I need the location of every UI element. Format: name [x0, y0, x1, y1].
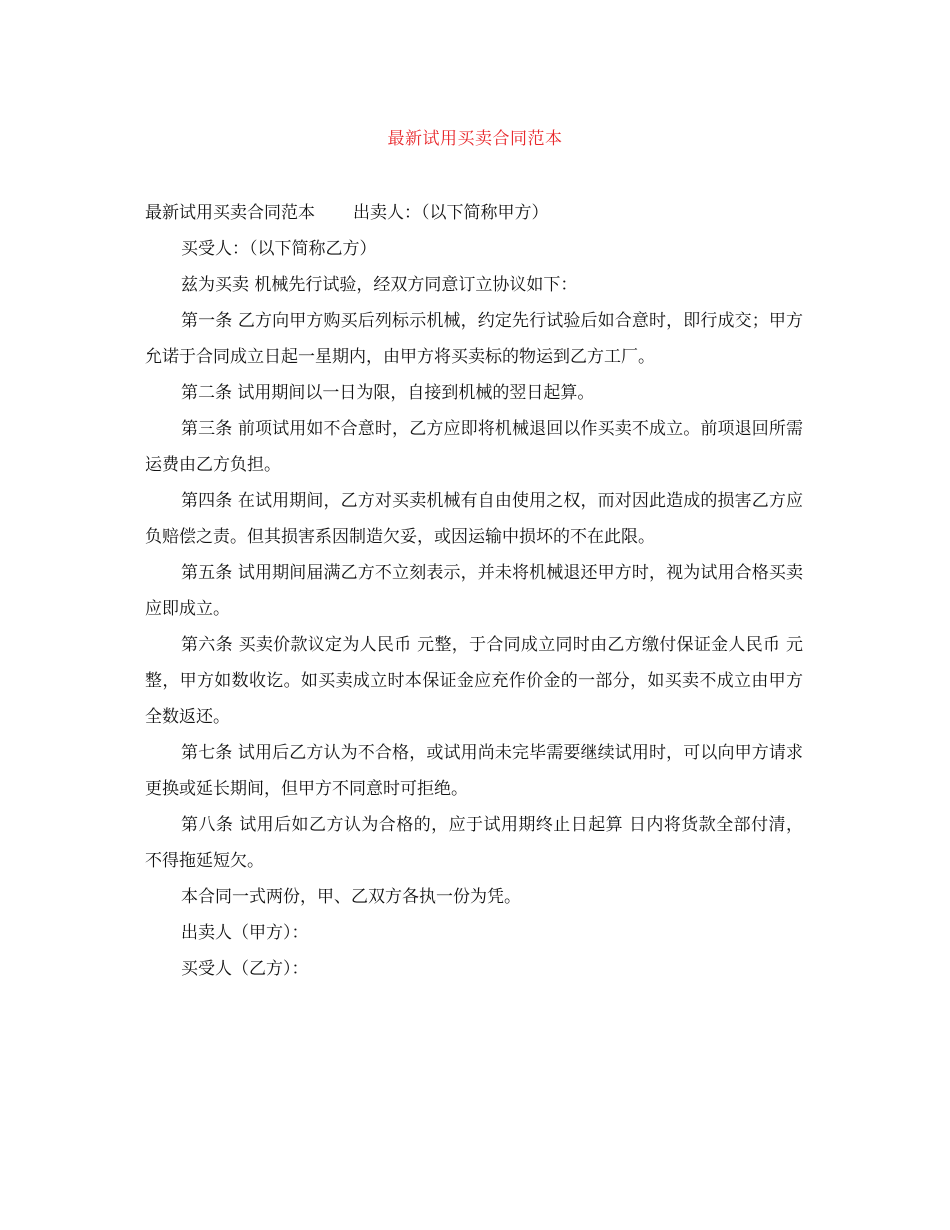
clause-1: 第一条 乙方向甲方购买后列标示机械，约定先行试验后如合意时，即行成交；甲方允诺于合同成立日起一星期内，由甲方将买卖标的物运到乙方工厂。 — [145, 311, 803, 367]
document-title: 最新试用买卖合同范本 — [387, 129, 563, 149]
copies-note: 本合同一式两份，甲、乙双方各执一份为凭。 — [181, 887, 521, 907]
buyer-line: 买受人：（以下简称乙方） — [181, 239, 377, 259]
intro-line — [145, 195, 803, 231]
clause-7: 第七条 试用后乙方认为不合格，或试用尚未完毕需要继续试用时，可以向甲方请求更换或延长期间，但甲方不同意时可拒绝。 — [145, 743, 803, 799]
intro-heading: 最新试用买卖合同范本 — [145, 203, 315, 223]
seller-signature-line: 出卖人（甲方）： — [181, 923, 309, 943]
preamble: 兹为买卖 机械先行试验，经双方同意订立协议如下： — [181, 275, 578, 295]
buyer-signature-line: 买受人（乙方）： — [181, 959, 309, 979]
clause-5: 第五条 试用期间届满乙方不立刻表示，并未将机械退还甲方时，视为试用合格买卖应即成立。 — [145, 563, 803, 619]
clause-4: 第四条 在试用期间，乙方对买卖机械有自由使用之权，而对因此造成的损害乙方应负赔偿之责。但其损害系因制造欠妥，或因运输中损坏的不在此限。 — [145, 491, 803, 547]
document-body — [145, 195, 803, 987]
clause-6: 第六条 买卖价款议定为人民币 元整，于合同成立同时由乙方缴付保证金人民币 元整，甲方如数收讫。如买卖成立时本保证金应充作价金的一部分，如买卖不成立由甲方全数返还。 — [145, 635, 803, 727]
clause-8: 第八条 试用后如乙方认为合格的，应于试用期终止日起算 日内将货款全部付清，不得拖延短欠。 — [145, 815, 803, 871]
seller-line: 出卖人：（以下简称甲方） — [353, 203, 549, 223]
clause-3: 第三条 前项试用如不合意时，乙方应即将机械退回以作买卖不成立。前项退回所需运费由乙方负担。 — [145, 419, 803, 475]
clause-2: 第二条 试用期间以一日为限，自接到机械的翌日起算。 — [181, 383, 595, 403]
